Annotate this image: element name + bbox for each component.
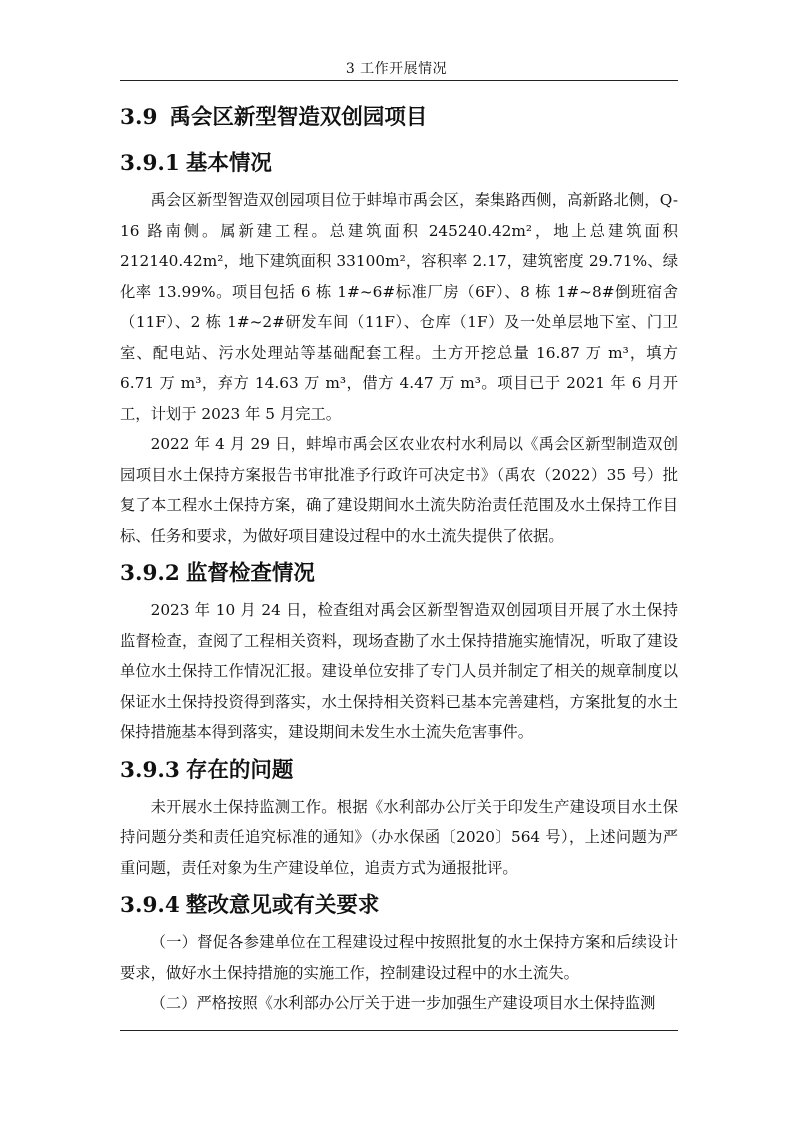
subsection-heading — [120, 559, 678, 589]
subsection-heading — [120, 756, 678, 786]
running-header: 3 工作开展情况 — [345, 61, 448, 77]
subsection-basic-info — [120, 149, 678, 551]
subsection-number: 3.9.3 — [120, 757, 180, 783]
subsection-inspection — [120, 559, 678, 748]
subsection-number: 3.9.1 — [120, 151, 180, 176]
subsection-title: 监督检查情况 — [185, 561, 315, 586]
paragraph: （二）严格按照《水利部办公厅关于进一步加强生产建设项目水土保持监测 — [150, 994, 656, 1012]
subsection-title: 基本情况 — [185, 151, 272, 176]
page-content — [120, 100, 678, 1027]
header-divider — [120, 80, 678, 81]
subsection-heading — [120, 149, 678, 179]
subsection-title: 存在的问题 — [185, 757, 294, 783]
subsection-problems — [120, 756, 678, 884]
paragraph: 未开展水土保持监测工作。根据《水利部办公厅关于印发生产建设项目水土保持问题分类和责任追究标准的通知》（办水保函〔2020〕564 号），上述问题为严重问题，责任对象为生产建设单位，追责方式为通报批评。 — [120, 797, 678, 877]
subsection-title: 整改意见或有关要求 — [185, 893, 380, 918]
subsection-number: 3.9.2 — [120, 561, 180, 586]
paragraph: （一）督促各参建单位在工程建设过程中按照批复的水土保持方案和后续设计要求，做好水土保持措施的实施工作，控制建设过程中的水土流失。 — [120, 933, 678, 982]
subsection-rectification — [120, 891, 678, 1019]
section-number: 3.9 — [120, 105, 158, 130]
paragraph: 禹会区新型智造双创园项目位于蚌埠市禹会区，秦集路西侧，高新路北侧，Q-16 路南侧。属新建工程。总建筑面积 245240.42m²，地上总建筑面积 212140.42m²，地下建筑面积 33100m²，容积率 2.17，建筑密度 29.71%、绿化率 13.99%。项目包括 6 栋 1#~6#标准厂房（6F）、8 栋 1#~8#倒班宿舍（11F）、2 栋 1#~2#研发车间（11F）、仓库（1F）及一处单层地下室、门卫室、配电站、污水处理站等基础配套工程。土方开挖总量 16.87 万 m³，填方 6.71 万 m³，弃方 14.63 万 m³，借方 4.47 万 m³。项目已于 2021 年 6 月开工，计划于 2023 年 5 月完工。 — [120, 191, 678, 423]
paragraph: 2022 年 4 月 29 日，蚌埠市禹会区农业农村水利局以《禹会区新型制造双创园项目水土保持方案报告书审批准予行政许可决定书》（禹农（2022）35 号）批复了本工程水土保持方案，确了建设期间水土流失防治责任范围及水土保持工作目标、任务和要求，为做好项目建设过程中的水土流失提供了依据。 — [120, 435, 678, 545]
footer-divider — [120, 1030, 678, 1031]
subsection-number: 3.9.4 — [120, 893, 180, 918]
subsection-heading — [120, 891, 678, 921]
section-title: 禹会区新型智造双创园项目 — [169, 105, 428, 130]
section-heading — [120, 103, 678, 133]
paragraph: 2023 年 10 月 24 日，检查组对禹会区新型智造双创园项目开展了水土保持监督检查，查阅了工程相关资料，现场查勘了水土保持措施实施情况，听取了建设单位水土保持工作情况汇报。建设单位安排了专门人员并制定了相关的规章制度以保证水土保持投资得到落实，水土保持相关资料已基本完善建档，方案批复的水土保持措施基本得到落实，建设期间未发生水土流失危害事件。 — [120, 601, 678, 741]
